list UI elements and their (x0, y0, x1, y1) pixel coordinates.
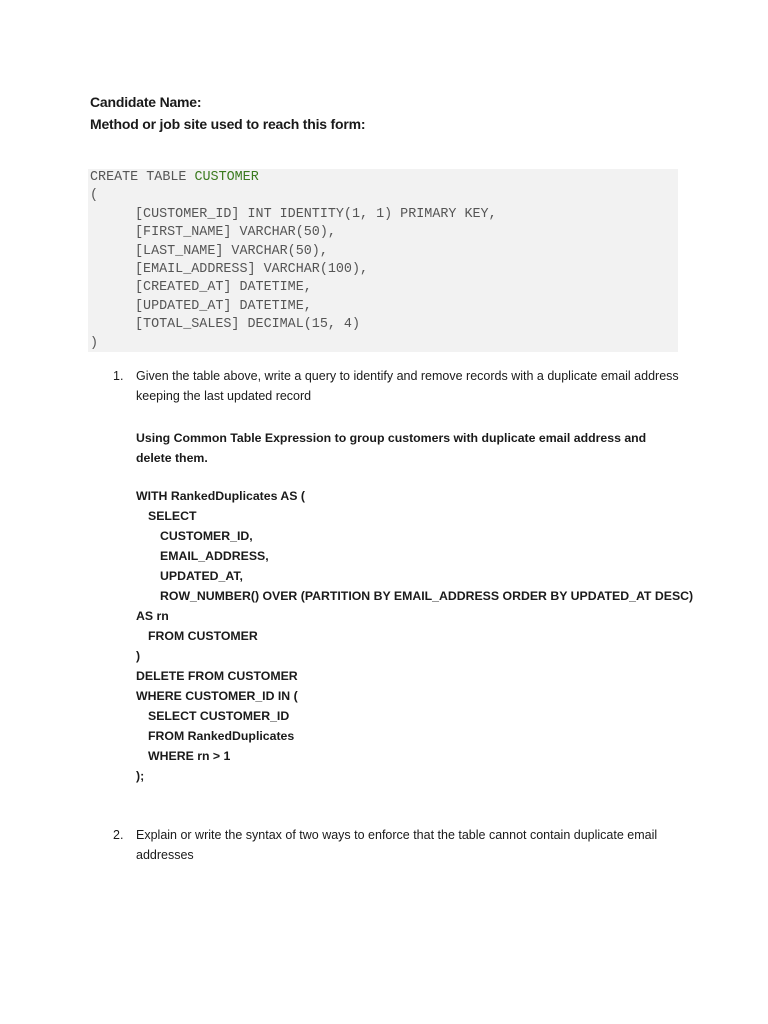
answer-line: ) (136, 649, 141, 663)
answer-line: UPDATED_AT, (160, 569, 243, 583)
method-label: Method or job site used to reach this form: (90, 116, 366, 132)
answer-line: FROM RankedDuplicates (148, 729, 295, 743)
code-create-keyword: CREATE TABLE (90, 170, 195, 185)
question-text: Given the table above, write a query to identify and remove records with a duplicate email address keeping the last updated record (136, 369, 679, 403)
answer-line: FROM CUSTOMER (148, 629, 258, 643)
candidate-name-label: Candidate Name: (90, 94, 202, 110)
code-column-line: [FIRST_NAME] VARCHAR(50), (135, 225, 336, 240)
code-column-line: [EMAIL_ADDRESS] VARCHAR(100), (135, 262, 369, 277)
question-text: Explain or write the syntax of two ways to enforce that the table cannot contain duplicate email addresses (136, 828, 658, 862)
answer-line: ROW_NUMBER() OVER (PARTITION BY EMAIL_ADDRESS ORDER BY UPDATED_AT DESC) (160, 589, 694, 603)
question-number: 2. (113, 828, 124, 842)
code-block (88, 169, 678, 352)
answer-line: WHERE CUSTOMER_ID IN ( (136, 689, 298, 703)
answer-line: WHERE rn > 1 (148, 749, 231, 763)
code-column-line: [UPDATED_AT] DATETIME, (135, 299, 312, 314)
answer-line: WITH RankedDuplicates AS ( (136, 489, 305, 503)
code-column-line: [LAST_NAME] VARCHAR(50), (135, 244, 328, 259)
answer-line: DELETE FROM CUSTOMER (136, 669, 298, 683)
code-open-paren: ( (90, 188, 99, 203)
question-number: 1. (113, 369, 124, 383)
code-table-name: CUSTOMER (194, 170, 259, 185)
answer-line: ); (136, 769, 145, 783)
answer-line: CUSTOMER_ID, (160, 529, 253, 543)
answer-line: AS rn (136, 609, 169, 623)
answer-intro: Using Common Table Expression to group customers with duplicate email address and delete them. (136, 431, 647, 465)
answer-line: SELECT (148, 509, 197, 523)
code-column-line: [CREATED_AT] DATETIME, (135, 280, 312, 295)
code-column-line: [CUSTOMER_ID] INT IDENTITY(1, 1) PRIMARY KEY, (135, 207, 497, 222)
answer-line: EMAIL_ADDRESS, (160, 549, 269, 563)
code-close-paren: ) (90, 336, 99, 351)
answer-line: SELECT CUSTOMER_ID (148, 709, 290, 723)
code-create-line (90, 169, 259, 187)
code-column-line: [TOTAL_SALES] DECIMAL(15, 4) (135, 317, 360, 332)
